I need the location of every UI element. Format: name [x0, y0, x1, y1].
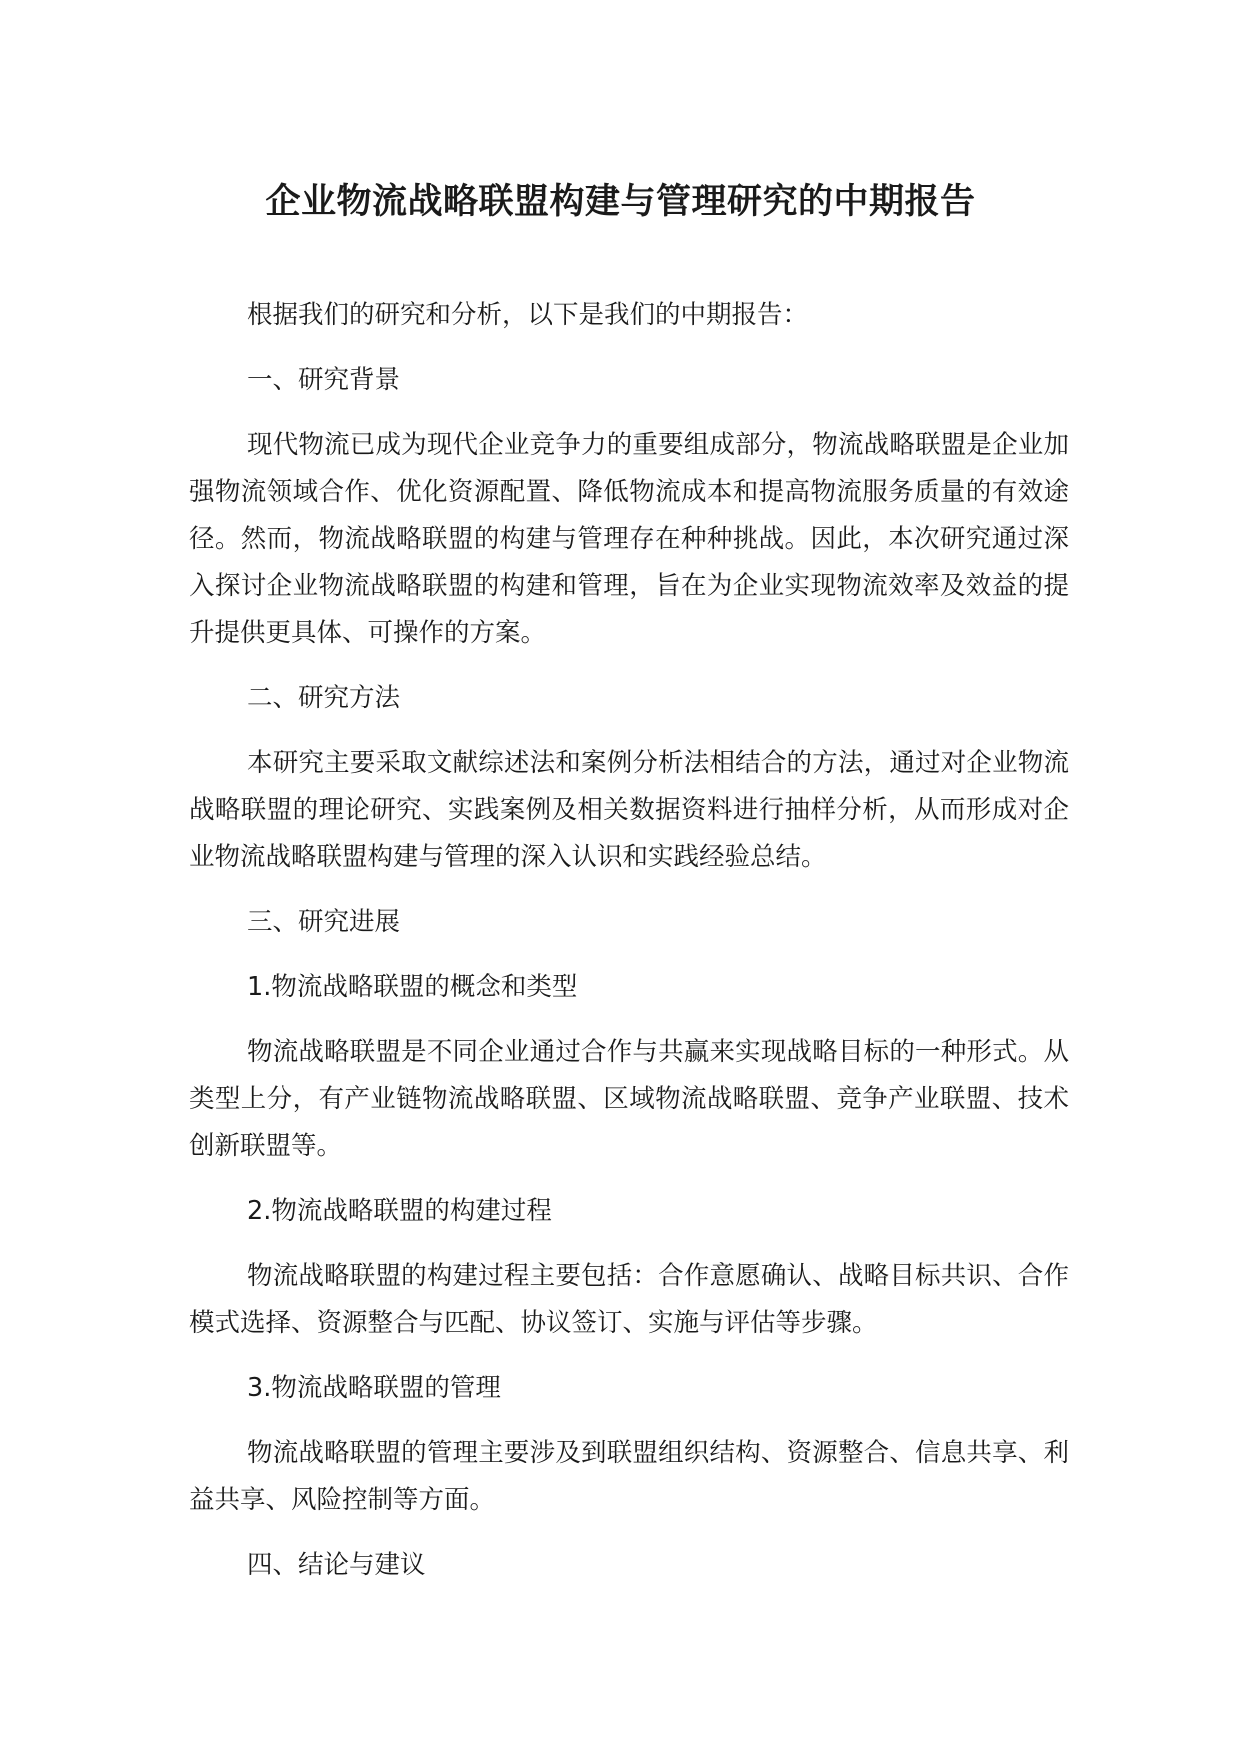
management-paragraph: 物流战略联盟的管理主要涉及到联盟组织结构、资源整合、信息共享、利益共享、风险控制等方面。	[189, 1438, 1069, 1515]
section-heading-method: 二、研究方法	[247, 683, 401, 713]
intro-paragraph: 根据我们的研究和分析，以下是我们的中期报告：	[247, 300, 809, 330]
section-heading-background: 一、研究背景	[247, 365, 401, 395]
method-paragraph: 本研究主要采取文献综述法和案例分析法相结合的方法，通过对企业物流战略联盟的理论研究、实践案例及相关数据资料进行抽样分析，从而形成对企业物流战略联盟构建与管理的深入认识和实践经验总结。	[189, 748, 1069, 872]
document-body	[189, 292, 1069, 1607]
section-heading-conclusion: 四、结论与建议	[247, 1550, 426, 1580]
concept-paragraph: 物流战略联盟是不同企业通过合作与共赢来实现战略目标的一种形式。从类型上分，有产业链物流战略联盟、区域物流战略联盟、竞争产业联盟、技术创新联盟等。	[189, 1037, 1069, 1161]
document-title: 企业物流战略联盟构建与管理研究的中期报告	[265, 182, 976, 222]
subsection-heading-concept: 1.物流战略联盟的概念和类型	[247, 972, 578, 1002]
subsection-heading-construction: 2.物流战略联盟的构建过程	[247, 1196, 552, 1226]
subsection-heading-management: 3.物流战略联盟的管理	[247, 1373, 501, 1403]
section-heading-progress: 三、研究进展	[247, 907, 401, 937]
construction-paragraph: 物流战略联盟的构建过程主要包括：合作意愿确认、战略目标共识、合作模式选择、资源整合与匹配、协议签订、实施与评估等步骤。	[189, 1261, 1069, 1338]
background-paragraph: 现代物流已成为现代企业竞争力的重要组成部分，物流战略联盟是企业加强物流领域合作、优化资源配置、降低物流成本和提高物流服务质量的有效途径。然而，物流战略联盟的构建与管理存在种种挑战。因此，本次研究通过深入探讨企业物流战略联盟的构建和管理，旨在为企业实现物流效率及效益的提升提供更具体、可操作的方案。	[189, 430, 1069, 648]
